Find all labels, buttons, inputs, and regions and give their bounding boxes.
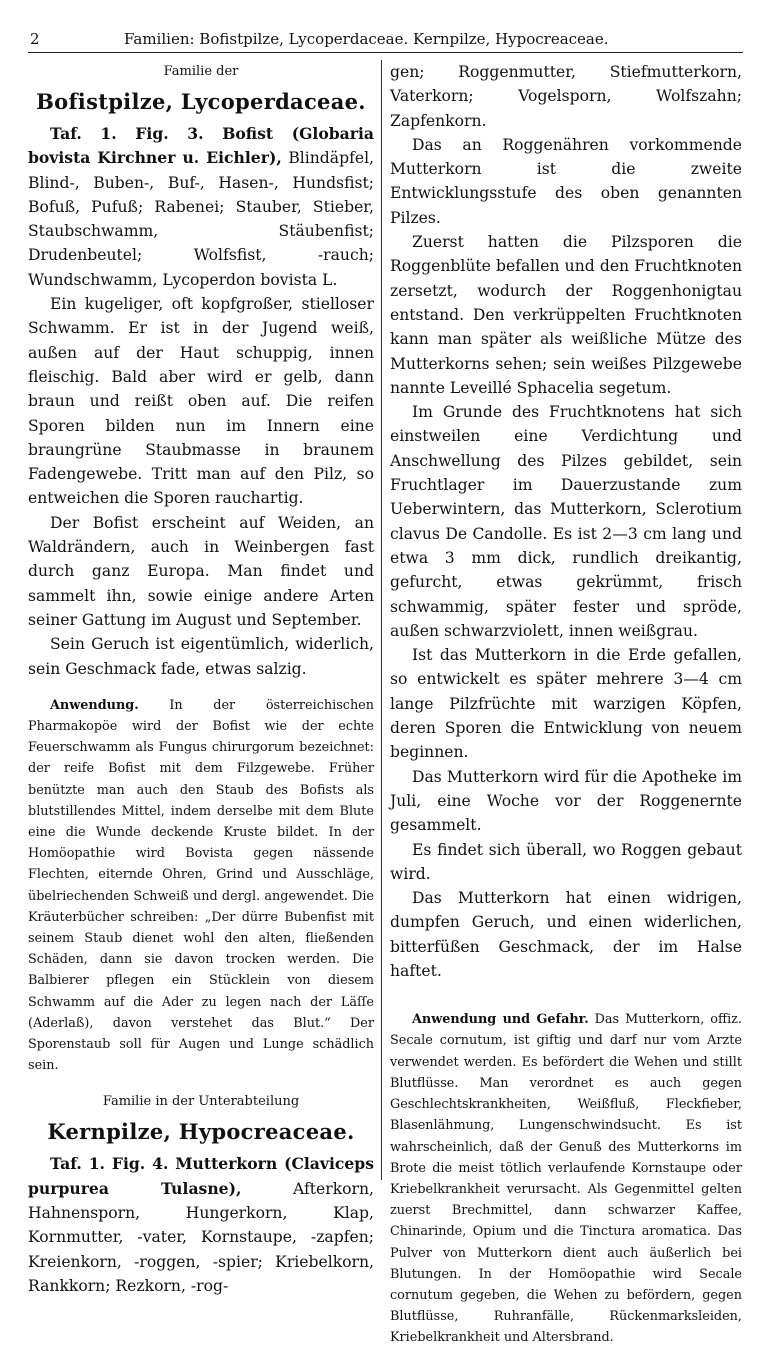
usage-text: Das Mutterkorn, offiz. Secale cornutum, ist giftig und darf nur vom Arzte verwendet werden. Es befördert die Wehen und stillt Blutflüsse. Man verordnet es auch gegen Geschlechtskrankheiten, Weißfluß, Fleckfieber, Blasenlähmung, Lungenschwindsucht. Es ist wahrscheinlich, daß der Genuß des Mutterkorns im Brote die meist tötlich verlaufende Kornstaupe oder Kriebelkrankheit verursacht. Als Gegenmittel gelten zuerst Brechmittel, dann schwarzer Kaffee, Chinarinde, Opium und die Tinctura aromatica. Das Pulver von Mutterkorn dient auch äußerlich bei Blutungen. In der Homöopathie wird Secale cornutum gegeben, die Wehen zu befördern, gegen Blutflüsse, Ruhranfälle, Rückenmarksleiden, Kriebelkrankheit und Altersbrand. [390,1012,742,1346]
family-label: Familie der [163,64,239,79]
usage-paragraph [390,1009,742,1348]
species-heading: Taf. 1. Fig. 4. Mutterkorn (Claviceps purpurea Tulasne), [28,1154,374,1198]
species-entry [28,122,374,292]
continued-synonyms: gen; Roggenmutter, Stiefmutterkorn, Vaterkorn; Vogelsporn, Wolfszahn; Zapfenkorn. [390,63,742,130]
species-synonyms: Afterkorn, Hahnensporn, Hungerkorn, Klap, Kornmutter, -vater, Kornstaupe, -zapfen; Kreienkorn, -roggen, -spier; Kriebelkorn, Rankkorn; Rezkorn, -rog- [28,1179,374,1295]
right-column [390,60,742,1349]
family-title: Bofistpilze, Lycoperdaceae. [36,89,366,114]
species-entry [28,1152,374,1298]
body-paragraph: Das an Roggenähren vorkommende Mutterkorn ist die zweite Entwicklungsstufe des oben genannten Pilzes. [390,135,742,227]
body-paragraph: Ist das Mutterkorn in die Erde gefallen, so entwickelt es später mehrere 3—4 cm lange Pilzfrüchte mit warzigen Köpfen, deren Sporen die Entwicklung von neuem beginnen. [390,646,742,762]
running-head: Familien: Bofistpilze, Lycoperdaceae. Kernpilze, Hypocreaceae. [124,30,609,48]
left-column [28,60,374,1298]
species-heading: Taf. 1. Fig. 3. Bofist (Globaria bovista Kirchner u. Eichler), [28,124,374,168]
body-paragraph: Das Mutterkorn wird für die Apotheke im Juli, eine Woche vor der Roggenernte gesammelt. [390,767,742,835]
smell-paragraph: Sein Geruch ist eigentümlich, widerlich, sein Geschmack fade, etwas salzig. [28,635,374,678]
family-title: Kernpilze, Hypocreaceae. [47,1119,355,1145]
habitat-paragraph: Der Bofist erscheint auf Weiden, an Waldrändern, auch in Weinbergen fast durch ganz Europa. Man findet und sammelt ihn, sowie einige andere Arten seiner Gattung im August und September. [28,513,374,629]
species-synonyms: Blindäpfel, Blind-, Buben-, Buf-, Hasen-, Hundsfist; Bofuß, Pufuß; Rabenei; Stauber, Stieber, Staubschwamm, Stäubenfist; Drudenbeutel; Wolfsfist, -rauch; Wundschwamm, Lycoperdon bovista L. [28,149,375,289]
usage-heading: Anwendung. [50,697,139,713]
body-paragraph: Zuerst hatten die Pilzsporen die Roggenblüte befallen und den Fruchtknoten zersetzt, wodurch der Roggenhonigtau entstand. Den verkrüppelten Fruchtknoten kann man später als weißliche Mütze des Mutterkorns sehen; sein weißes Pilzgewebe nannte Leveillé Sphacelia segetum. [390,233,742,397]
family-label: Familie in der Unterabteilung [102,1094,300,1110]
body-paragraph: Im Grunde des Fruchtknotens hat sich einstweilen eine Verdichtung und Anschwellung des Pilzes gebildet, sein Fruchtlager im Dauerzustande zum Ueberwintern, das Mutterkorn, Sclerotium clavus De Candolle. Es ist 2—3 cm lang und etwa 3 mm dick, rundlich dreikantig, gefurcht, etwas gekrümmt, frisch schwammig, später fester und spröde, außen schwarzviolett, innen weißgrau. [390,403,742,640]
page-number: 2 [30,30,40,48]
column-divider [381,60,382,1180]
usage-paragraph [28,695,374,1077]
description-paragraph: Ein kugeliger, oft kopfgroßer, stielloser Schwamm. Er ist in der Jugend weiß, außen auf der Haut schuppig, innen fleischig. Bald aber wird er gelb, dann braun und reißt oben auf. Die reifen Sporen bilden nun im Innern eine braungrüne Staubmasse in braunem Fadengewebe. Tritt man auf den Pilz, so entweichen die Sporen rauchartig. [28,295,374,508]
body-paragraph: Es findet sich überall, wo Roggen gebaut wird. [390,840,742,883]
usage-heading: Anwendung und Gefahr. [412,1012,589,1028]
usage-text: In der österreichischen Pharmakopöe wird der Bofist wie der echte Feuerschwamm als Fungus chirurgorum bezeichnet: der reife Bofist mit dem Filzgewebe. Früher benützte man auch den Staub des Bofists als blutstillendes Mittel, indem derselbe mit dem Blute eine die Wunde deckende Kruste bildet. In der Homöopathie wird Bovista gegen nässende Flechten, eiternde Ohren, Grind und Ausschläge, übelriechenden Schweiß und dergl. angewendet. Die Kräuterbücher schreiben: „Der dürre Bubenfist mit seinem Staub dienet wohl den alten, fließenden Schäden, dann sie davon trocken werden. Die Balbierer pflegen ein Stücklein von diesem Schwamm auf die Ader zu legen nach der Läſſe (Aderlaß), davon verstehet das Blut.“ Der Sporenstaub soll für Augen und Lunge schädlich sein. [28,697,374,1074]
page-header [28,30,743,53]
body-paragraph: Das Mutterkorn hat einen widrigen, dumpfen Geruch, und einen widerlichen, bitterfüßen Geschmack, der im Halse haftet. [390,889,742,980]
